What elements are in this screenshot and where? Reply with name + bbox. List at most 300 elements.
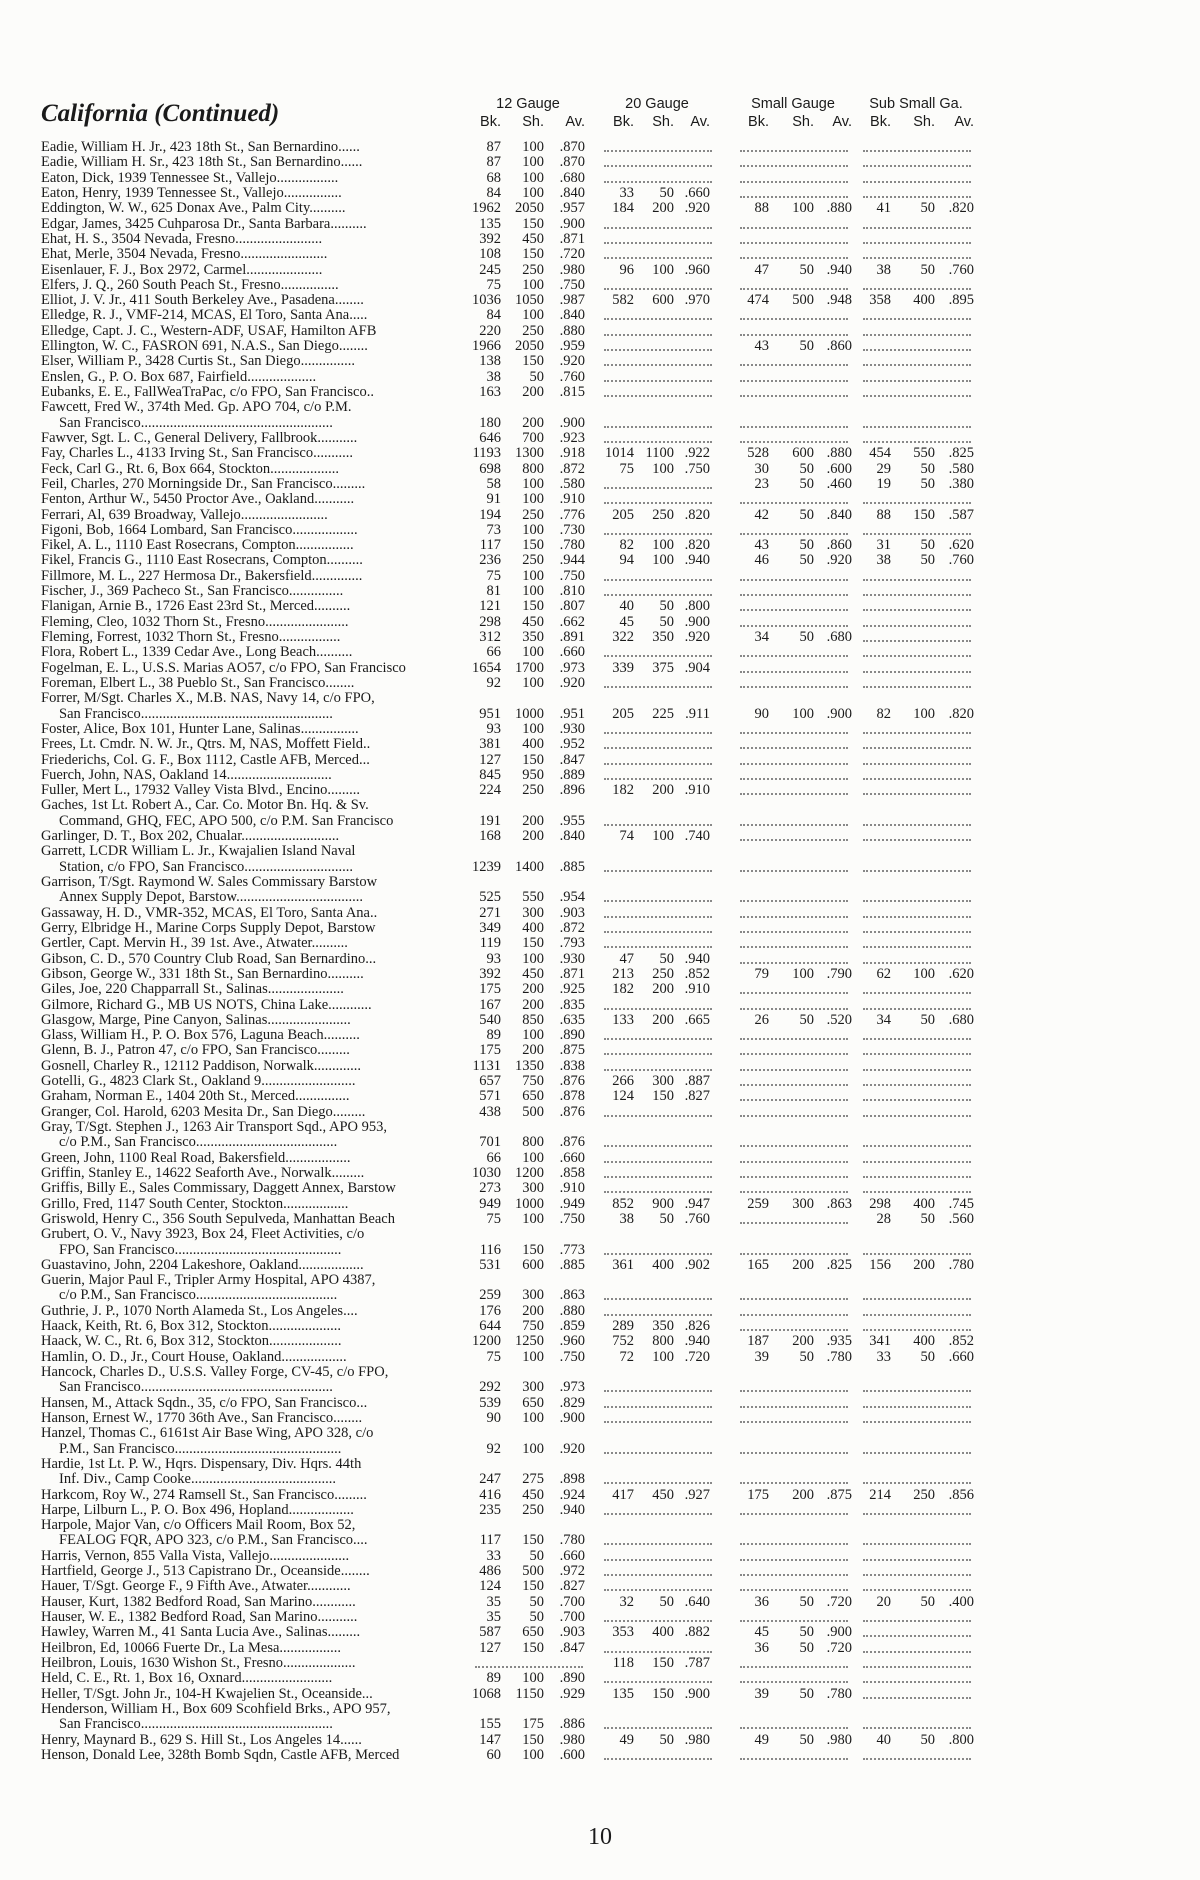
bk-value: 35 <box>486 1593 501 1610</box>
dotted-leader <box>740 426 848 443</box>
av-value: .890 <box>559 1027 585 1044</box>
bk-value: 47 <box>619 950 634 967</box>
shooter-entry: Henderson, William H., Box 609 Scohfield Brks., APO 957, <box>41 1701 391 1717</box>
bk-value: 273 <box>479 1180 501 1197</box>
sh-value: 50 <box>920 200 935 217</box>
dotted-leader <box>740 1605 848 1622</box>
bk-value: 184 <box>612 200 634 217</box>
av-value: .858 <box>559 1164 585 1181</box>
av-value: .826 <box>684 1318 710 1335</box>
bk-value: 82 <box>876 705 891 722</box>
av-value: .957 <box>559 200 585 217</box>
column-subheader: Bk. <box>748 114 769 130</box>
bk-value: 82 <box>619 537 634 554</box>
sh-value: 100 <box>522 154 544 171</box>
sh-value: 400 <box>913 292 935 309</box>
bk-value: 41 <box>876 200 891 217</box>
bk-value: 292 <box>479 1379 501 1396</box>
sh-value: 600 <box>792 445 814 462</box>
shooter-entry: Frees, Lt. Cmdr. N. W. Jr., Qtrs. M, NAS, Moffett Field.. <box>41 737 371 753</box>
sh-value: 100 <box>522 644 544 661</box>
bk-value: 528 <box>747 445 769 462</box>
av-value: .840 <box>559 307 585 324</box>
dotted-leader <box>604 166 712 183</box>
sh-value: 50 <box>920 537 935 554</box>
shooter-entry: Fikel, A. L., 1110 East Rosecrans, Compton................ <box>41 538 354 554</box>
sh-value: 150 <box>522 1639 544 1656</box>
sh-value: 150 <box>522 215 544 232</box>
sh-value: 150 <box>913 506 935 523</box>
sh-value: 450 <box>522 230 544 247</box>
av-value: .948 <box>826 292 852 309</box>
av-value: .835 <box>559 996 585 1013</box>
dotted-leader <box>604 579 712 596</box>
bk-value: 1962 <box>472 200 501 217</box>
shooter-entry: Griswold, Henry C., 356 South Sepulveda, Manhattan Beach <box>41 1211 395 1227</box>
dotted-leader <box>740 1574 848 1591</box>
sh-value: 200 <box>522 981 544 998</box>
av-value: .885 <box>559 1256 585 1273</box>
av-value: .980 <box>684 1731 710 1748</box>
bk-value: 34 <box>876 1011 891 1028</box>
av-value: .875 <box>559 1042 585 1059</box>
dotted-leader <box>604 1437 712 1454</box>
dotted-leader <box>740 947 848 964</box>
av-value: .900 <box>684 1685 710 1702</box>
sh-value: 50 <box>799 261 814 278</box>
sh-value: 100 <box>792 705 814 722</box>
av-value: .922 <box>684 445 710 462</box>
sh-value: 200 <box>522 384 544 400</box>
bk-value: 29 <box>876 460 891 477</box>
dotted-leader <box>863 487 971 504</box>
sh-value: 100 <box>522 1149 544 1166</box>
bk-value: 587 <box>479 1624 501 1641</box>
sh-value: 150 <box>652 1654 674 1671</box>
dotted-leader <box>604 518 712 535</box>
dotted-leader <box>604 487 712 504</box>
bk-value: 205 <box>612 506 634 523</box>
av-value: .807 <box>559 598 585 615</box>
sh-value: 550 <box>522 889 544 906</box>
bk-value: 79 <box>754 965 769 982</box>
av-value: .898 <box>559 1471 585 1488</box>
sh-value: 450 <box>652 1486 674 1503</box>
shooter-entry: c/o P.M., San Francisco....................................... <box>59 1288 338 1304</box>
av-value: .918 <box>559 445 585 462</box>
column-subheader: Sh. <box>522 114 544 130</box>
av-value: .920 <box>559 353 585 370</box>
av-value: .863 <box>559 1287 585 1304</box>
sh-value: 400 <box>652 1624 674 1641</box>
sh-value: 200 <box>522 996 544 1013</box>
dotted-leader <box>475 1651 583 1668</box>
bk-value: 582 <box>612 292 634 309</box>
av-value: .773 <box>559 1241 585 1258</box>
sh-value: 225 <box>652 705 674 722</box>
shooter-entry: Garrett, LCDR William L. Jr., Kwajalien Island Naval <box>41 844 356 860</box>
sh-value: 50 <box>799 1639 814 1656</box>
dotted-leader <box>604 1712 712 1729</box>
bk-value: 117 <box>479 537 501 554</box>
bk-value: 845 <box>479 766 501 783</box>
av-value: .955 <box>559 812 585 829</box>
av-value: .889 <box>559 766 585 783</box>
bk-value: 213 <box>612 965 634 982</box>
bk-value: 175 <box>747 1486 769 1503</box>
av-value: .825 <box>948 445 974 462</box>
sh-value: 450 <box>522 965 544 982</box>
sh-value: 150 <box>652 1088 674 1105</box>
av-value: .750 <box>559 276 585 293</box>
sh-value: 100 <box>522 307 544 324</box>
shooter-entry: Held, C. E., Rt. 1, Box 16, Oxnard......................... <box>41 1671 333 1687</box>
shooter-entry: Griffis, Billy E., Sales Commissary, Daggett Annex, Barstow <box>41 1181 396 1197</box>
dotted-leader <box>863 671 971 688</box>
dotted-leader <box>863 273 971 290</box>
sh-value: 300 <box>652 1073 674 1090</box>
av-value: .815 <box>559 384 585 400</box>
av-value: .720 <box>684 1348 710 1365</box>
sh-value: 150 <box>522 1532 544 1549</box>
bk-value: 539 <box>479 1394 501 1411</box>
sh-value: 50 <box>799 1011 814 1028</box>
bk-value: 657 <box>479 1073 501 1090</box>
bk-value: 175 <box>479 981 501 998</box>
bk-value: 43 <box>754 338 769 355</box>
shooter-entry: Annex Supply Depot, Barstow................................... <box>59 890 363 906</box>
av-value: .760 <box>948 552 974 569</box>
dotted-leader <box>604 1636 712 1653</box>
column-subheader: Sh. <box>652 114 674 130</box>
bk-value: 474 <box>747 292 769 309</box>
page-header <box>41 90 1191 140</box>
bk-value: 1030 <box>472 1164 501 1181</box>
bk-value: 175 <box>479 1042 501 1059</box>
shooter-entry: Elliot, J. V. Jr., 411 South Berkeley Ave., Pasadena........ <box>41 293 364 309</box>
dotted-leader <box>863 1437 971 1454</box>
dotted-leader <box>863 824 971 841</box>
shooter-entry: San Francisco..................................................... <box>59 1717 333 1733</box>
av-value: .680 <box>826 629 852 645</box>
av-value: .940 <box>684 950 710 967</box>
bk-value: 49 <box>754 1731 769 1748</box>
sh-value: 1400 <box>515 858 544 875</box>
sh-value: 200 <box>792 1256 814 1273</box>
sh-value: 100 <box>652 552 674 569</box>
sh-value: 200 <box>652 981 674 998</box>
sh-value: 250 <box>522 782 544 799</box>
av-value: .660 <box>559 1149 585 1166</box>
bk-value: 34 <box>754 629 769 645</box>
bk-value: 88 <box>876 506 891 523</box>
bk-value: 1036 <box>472 292 501 309</box>
dotted-leader <box>863 518 971 535</box>
av-value: .935 <box>826 1333 852 1350</box>
dotted-leader <box>604 640 712 657</box>
dotted-leader <box>740 824 848 841</box>
table-row <box>41 1304 1191 1319</box>
table-row <box>41 584 1191 599</box>
dotted-leader <box>604 855 712 872</box>
shooter-entry: Gray, T/Sgt. Stephen J., 1263 Air Transport Sqd., APO 953, <box>41 1120 388 1135</box>
shooter-entry: Fillmore, M. L., 227 Hermosa Dr., Bakersfield.............. <box>41 568 363 584</box>
av-value: .750 <box>559 1348 585 1365</box>
sh-value: 800 <box>522 460 544 477</box>
bk-value: 235 <box>479 1501 501 1518</box>
sh-value: 50 <box>920 1348 935 1365</box>
av-value: .827 <box>559 1578 585 1595</box>
sh-value: 150 <box>522 935 544 952</box>
bk-value: 259 <box>479 1287 501 1304</box>
sh-value: 950 <box>522 766 544 783</box>
sh-value: 600 <box>522 1256 544 1273</box>
dotted-leader <box>863 1314 971 1331</box>
table-row <box>41 1579 1191 1594</box>
gauge-label: 12 Gauge <box>496 96 560 112</box>
av-value: .852 <box>948 1333 974 1350</box>
bk-value: 116 <box>479 1241 501 1258</box>
av-value: .871 <box>559 965 585 982</box>
av-value: .793 <box>559 935 585 952</box>
bk-value: 33 <box>876 1348 891 1365</box>
table-row <box>41 1334 1191 1349</box>
bk-value: 66 <box>486 1149 501 1166</box>
table-row <box>41 814 1191 829</box>
dotted-leader <box>863 993 971 1010</box>
av-value: .878 <box>559 1088 585 1105</box>
shooter-entry: Hauer, T/Sgt. George F., 9 Fifth Ave., Atwater............ <box>41 1579 351 1595</box>
shooter-entry: Harkcom, Roy W., 274 Ramsell St., San Francisco......... <box>41 1487 367 1503</box>
shooter-entry: Grillo, Fred, 1147 South Center, Stockton.................. <box>41 1196 349 1212</box>
dotted-leader <box>740 1100 848 1117</box>
shooter-entry: Flora, Robert L., 1339 Cedar Ave., Long Beach.......... <box>41 645 353 661</box>
av-value: .973 <box>559 1379 585 1396</box>
bk-value: 1193 <box>472 445 501 462</box>
av-value: .760 <box>948 261 974 278</box>
table-row <box>41 523 1191 538</box>
table-row <box>41 1074 1191 1089</box>
av-value: .665 <box>684 1011 710 1028</box>
shooter-entry: Flanigan, Arnie B., 1726 East 23rd St., Merced.......... <box>41 599 351 615</box>
shooter-entry: Granger, Col. Harold, 6203 Mesita Dr., San Diego......... <box>41 1104 366 1120</box>
bk-value: 358 <box>869 292 891 309</box>
bk-value: 93 <box>486 950 501 967</box>
shooter-entry: Eaton, Dick, 1939 Tennessee St., Vallejo................. <box>41 170 339 186</box>
bk-value: 39 <box>754 1348 769 1365</box>
bk-value: 392 <box>479 965 501 982</box>
sh-value: 100 <box>522 674 544 691</box>
shooter-entry: San Francisco..................................................... <box>59 415 333 431</box>
bk-value: 72 <box>619 1348 634 1365</box>
bk-value: 298 <box>869 1195 891 1212</box>
bk-value: 89 <box>486 1670 501 1687</box>
dotted-leader <box>863 1238 971 1255</box>
av-value: .838 <box>559 1057 585 1074</box>
dotted-leader <box>740 319 848 336</box>
bk-value: 191 <box>479 812 501 829</box>
shooter-entry: Gaches, 1st Lt. Robert A., Car. Co. Motor Bn. Hq. & Sv. <box>41 798 369 814</box>
bk-value: 96 <box>619 261 634 278</box>
sh-value: 50 <box>529 1547 544 1564</box>
sh-value: 2050 <box>515 200 544 217</box>
av-value: .820 <box>948 705 974 722</box>
sh-value: 100 <box>652 828 674 845</box>
av-value: .940 <box>684 1333 710 1350</box>
bk-value: 271 <box>479 904 501 921</box>
av-value: .951 <box>559 705 585 722</box>
sh-value: 150 <box>522 598 544 615</box>
av-value: .896 <box>559 782 585 799</box>
shooter-entry: Elser, William P., 3428 Curtis St., San Diego............... <box>41 354 355 370</box>
table-row <box>41 492 1191 507</box>
shooter-entry: Gibson, C. D., 570 Country Club Road, San Bernardino... <box>41 951 377 967</box>
shooter-entry: FEALOG FQR, APO 323, c/o P.M., San Francisco.... <box>59 1533 368 1549</box>
bk-value: 38 <box>619 1210 634 1227</box>
sh-value: 750 <box>522 1073 544 1090</box>
av-value: .750 <box>559 1210 585 1227</box>
av-value: .911 <box>685 705 710 722</box>
dotted-leader <box>740 380 848 397</box>
av-value: .780 <box>826 1685 852 1702</box>
bk-value: 525 <box>479 889 501 906</box>
shooter-entry: Hardie, 1st Lt. P. W., Hqrs. Dispensary, Div. Hqrs. 44th <box>41 1456 362 1472</box>
shooter-entry: Gerry, Elbridge H., Marine Corps Supply Depot, Barstow <box>41 920 376 936</box>
av-value: .920 <box>684 629 710 645</box>
av-value: .876 <box>559 1134 585 1151</box>
bk-value: 135 <box>479 215 501 232</box>
av-value: .940 <box>684 552 710 569</box>
shooter-entry: Eaton, Henry, 1939 Tennessee St., Vallejo................ <box>41 185 342 201</box>
column-subheader: Av. <box>954 114 974 130</box>
sh-value: 1350 <box>515 1057 544 1074</box>
column-subheader: Sh. <box>913 114 935 130</box>
bk-value: 194 <box>479 506 501 523</box>
sh-value: 250 <box>652 965 674 982</box>
sh-value: 50 <box>659 950 674 967</box>
bk-value: 92 <box>486 1440 501 1457</box>
av-value: .949 <box>559 1195 585 1212</box>
sh-value: 300 <box>522 1379 544 1396</box>
dotted-leader <box>863 778 971 795</box>
dotted-leader <box>604 671 712 688</box>
dotted-leader <box>740 610 848 627</box>
av-value: .800 <box>948 1731 974 1748</box>
dotted-leader <box>604 1666 712 1683</box>
av-value: .940 <box>826 261 852 278</box>
av-value: .787 <box>684 1654 710 1671</box>
table-row <box>41 1319 1191 1334</box>
shooter-entry: FPO, San Francisco.............................................. <box>59 1242 342 1258</box>
sh-value: 50 <box>920 1731 935 1748</box>
bk-value: 38 <box>876 261 891 278</box>
sh-value: 100 <box>522 1027 544 1044</box>
shooter-entry: Glenn, B. J., Patron 47, c/o FPO, San Francisco......... <box>41 1043 350 1059</box>
av-value: .580 <box>948 460 974 477</box>
sh-value: 250 <box>522 506 544 523</box>
bk-value: 182 <box>612 981 634 998</box>
av-value: .923 <box>559 429 585 446</box>
av-value: .910 <box>684 981 710 998</box>
dotted-leader <box>740 1406 848 1423</box>
bk-value: 236 <box>479 552 501 569</box>
column-subheader: Bk. <box>613 114 634 130</box>
shooter-entry: Eddington, W. W., 625 Donax Ave., Palm City.......... <box>41 201 346 217</box>
dotted-leader <box>604 763 712 780</box>
sh-value: 50 <box>529 368 544 385</box>
table-row <box>41 936 1191 951</box>
av-value: .580 <box>559 475 585 492</box>
sh-value: 250 <box>522 552 544 569</box>
av-value: .927 <box>684 1486 710 1503</box>
sh-value: 200 <box>652 1011 674 1028</box>
av-value: .825 <box>826 1256 852 1273</box>
dotted-leader <box>604 1467 712 1484</box>
sh-value: 100 <box>522 720 544 737</box>
sh-value: 50 <box>799 1348 814 1365</box>
sh-value: 400 <box>652 1256 674 1273</box>
av-value: .720 <box>826 1639 852 1656</box>
sh-value: 100 <box>522 1746 544 1763</box>
shooter-entry: P.M., San Francisco.............................................. <box>59 1441 342 1457</box>
sh-value: 100 <box>522 1409 544 1426</box>
sh-value: 300 <box>792 1195 814 1212</box>
sh-value: 300 <box>522 1180 544 1197</box>
av-value: .876 <box>559 1073 585 1090</box>
dotted-leader <box>604 1605 712 1622</box>
dotted-leader <box>863 1176 971 1193</box>
av-value: .880 <box>826 200 852 217</box>
bk-value: 156 <box>869 1256 891 1273</box>
av-value: .750 <box>559 567 585 584</box>
bk-value: 87 <box>486 139 501 155</box>
av-value: .780 <box>948 1256 974 1273</box>
bk-value: 349 <box>479 919 501 936</box>
gauge-label: 20 Gauge <box>625 96 689 112</box>
sh-value: 200 <box>913 1256 935 1273</box>
dotted-leader <box>740 1176 848 1193</box>
table-row <box>41 1105 1191 1120</box>
dotted-leader <box>604 1100 712 1117</box>
bk-value: 118 <box>612 1654 634 1671</box>
bk-value: 392 <box>479 230 501 247</box>
dotted-leader <box>863 1712 971 1729</box>
shooter-entry: Harpole, Major Van, c/o Officers Mail Room, Box 52, <box>41 1518 356 1534</box>
av-value: .952 <box>559 736 585 753</box>
bk-value: 571 <box>479 1088 501 1105</box>
av-value: .947 <box>684 1195 710 1212</box>
bk-value: 163 <box>479 384 501 400</box>
bk-value: 1131 <box>472 1057 501 1074</box>
bk-value: 454 <box>869 445 891 462</box>
dotted-leader <box>604 931 712 948</box>
av-value: .776 <box>559 506 585 523</box>
bk-value: 1239 <box>472 858 501 875</box>
sh-value: 650 <box>522 1624 544 1641</box>
bk-value: 62 <box>876 965 891 982</box>
bk-value: 33 <box>486 1547 501 1564</box>
sh-value: 50 <box>659 598 674 615</box>
table-row <box>41 1243 1191 1258</box>
bk-value: 35 <box>486 1609 501 1625</box>
av-value: .924 <box>559 1486 585 1503</box>
av-value: .972 <box>559 1563 585 1580</box>
table-row <box>41 431 1191 446</box>
bk-value: 531 <box>479 1256 501 1273</box>
dotted-leader <box>604 273 712 290</box>
bk-value: 124 <box>479 1578 501 1595</box>
bk-value: 58 <box>486 475 501 492</box>
